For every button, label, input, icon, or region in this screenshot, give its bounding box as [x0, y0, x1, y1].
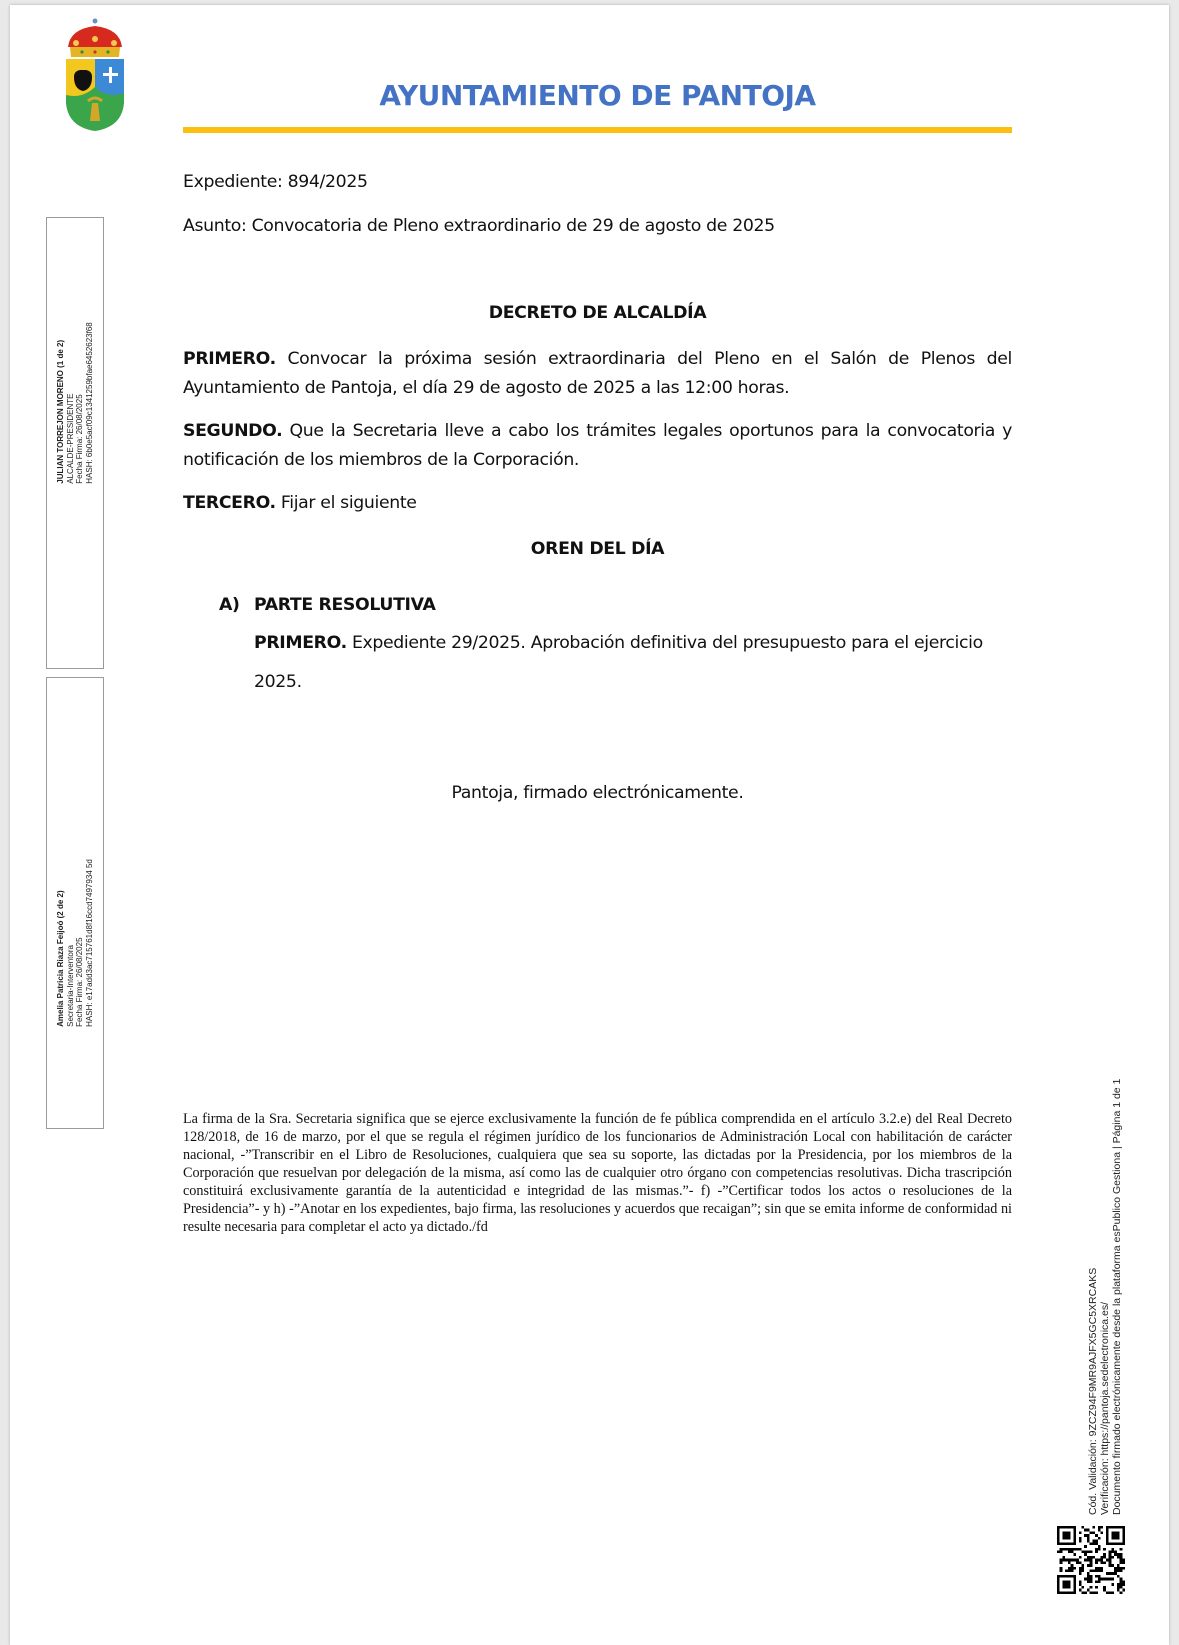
item-text: Que la Secretaria lleve a cabo los trámites legales oportunos para la convocatoria y notificación de los miembros de la Corporación.	[183, 421, 1012, 470]
item-label: SEGUNDO.	[183, 421, 283, 441]
signature-box-1	[46, 217, 104, 669]
signature-1	[56, 322, 94, 483]
item-text: Expediente 29/2025. Aprobación definitiva del presupuesto para el ejercicio 2025.	[254, 633, 983, 692]
signature-hash: HASH: 6b0e5acf09c1341259bfae6452623f68	[84, 322, 94, 484]
signature-2	[56, 859, 94, 1027]
decree-item-primero	[183, 345, 1012, 403]
legal-footnote: La firma de la Sra. Secretaria significa que se ejerce exclusivamente la función de fe pública comprendida en el artículo 3.2.e) del Real Decreto 128/2018, de 16 de marzo, por el que se regula el régimen jurídico de los funcionarios de Administración Local con habilitación de carácter nacional, -”Transcribir en el Libro de Resoluciones, cualquiera que sea su soporte, las dictadas por la Presidencia, por los miembros de la Corporación que resuelvan por delegación de la misma, así como las de cualquier otro órgano con competencias resolutivas. Dicha trascripción constituirá exclusivamente garantía de la autenticidad e integridad de las mismas.”- f) -”Certificar todos los actos o resoluciones de la Presidencia”- y h) -”Anotar en los expedientes, bajo firma, las resoluciones y acuerdos que recaigan”; sin que se emita informe de conformidad ni resulte necesaria para completar el acto ya dictado./fd	[183, 1111, 1012, 1235]
page-title: AYUNTAMIENTO DE PANTOJA	[379, 79, 816, 112]
header-rule	[183, 127, 1012, 133]
qr-code-icon	[1057, 1526, 1125, 1594]
item-text: Fijar el siguiente	[275, 493, 417, 513]
signature-date: Fecha Firma: 26/08/2025	[75, 937, 84, 1027]
agenda-heading: OREN DEL DÍA	[530, 539, 665, 559]
signature-box-2	[46, 677, 104, 1129]
decree-item-tercero	[183, 489, 1012, 518]
closing-line: Pantoja, firmado electrónicamente.	[451, 783, 744, 803]
coat-of-arms-icon	[62, 17, 128, 133]
expediente-label: Expediente: 894/2025	[183, 172, 368, 192]
item-label: TERCERO.	[183, 493, 276, 513]
verification-url[interactable]: Verificación: https://pantoja.sedelectronica.es/	[1099, 1301, 1111, 1515]
platform-note: Documento firmado electrónicamente desde la plataforma esPublico Gestiona | Página 1 de 1	[1111, 1078, 1123, 1515]
signer-name: JULIAN TORREJON MORENO (1 de 2)	[56, 339, 65, 484]
asunto-label: Asunto: Convocatoria de Pleno extraordinario de 29 de agosto de 2025	[183, 216, 775, 236]
signer-role: ALCALDE-PRESIDENTE	[65, 393, 75, 484]
signature-hash: HASH: e17add3ac715761d8f16ccd7497934 5d	[84, 859, 94, 1027]
validation-code: Cód. Validación: 9ZCZ94F9MR9AJFX5GC5XRCAKS	[1087, 1267, 1099, 1515]
verification-text	[1087, 1079, 1123, 1515]
section-marker: A)	[219, 595, 240, 615]
decree-heading: DECRETO DE ALCALDÍA	[488, 303, 707, 323]
document-page	[10, 5, 1169, 1645]
item-text: Convocar la próxima sesión extraordinaria del Pleno en el Salón de Plenos del Ayuntamiento de Pantoja, el día 29 de agosto de 2025 a las 12:00 horas.	[183, 349, 1012, 398]
decree-item-segundo	[183, 417, 1012, 475]
signer-role: Secretaria-Interventora	[65, 945, 75, 1027]
section-title: PARTE RESOLUTIVA	[254, 595, 436, 615]
signer-name: Amelia Patricia Riaza Feijoó (2 de 2)	[56, 890, 65, 1027]
item-label: PRIMERO.	[183, 349, 276, 369]
signature-date: Fecha Firma: 26/08/2025	[75, 394, 84, 484]
item-label: PRIMERO.	[254, 633, 347, 653]
agenda-item	[254, 624, 1012, 702]
